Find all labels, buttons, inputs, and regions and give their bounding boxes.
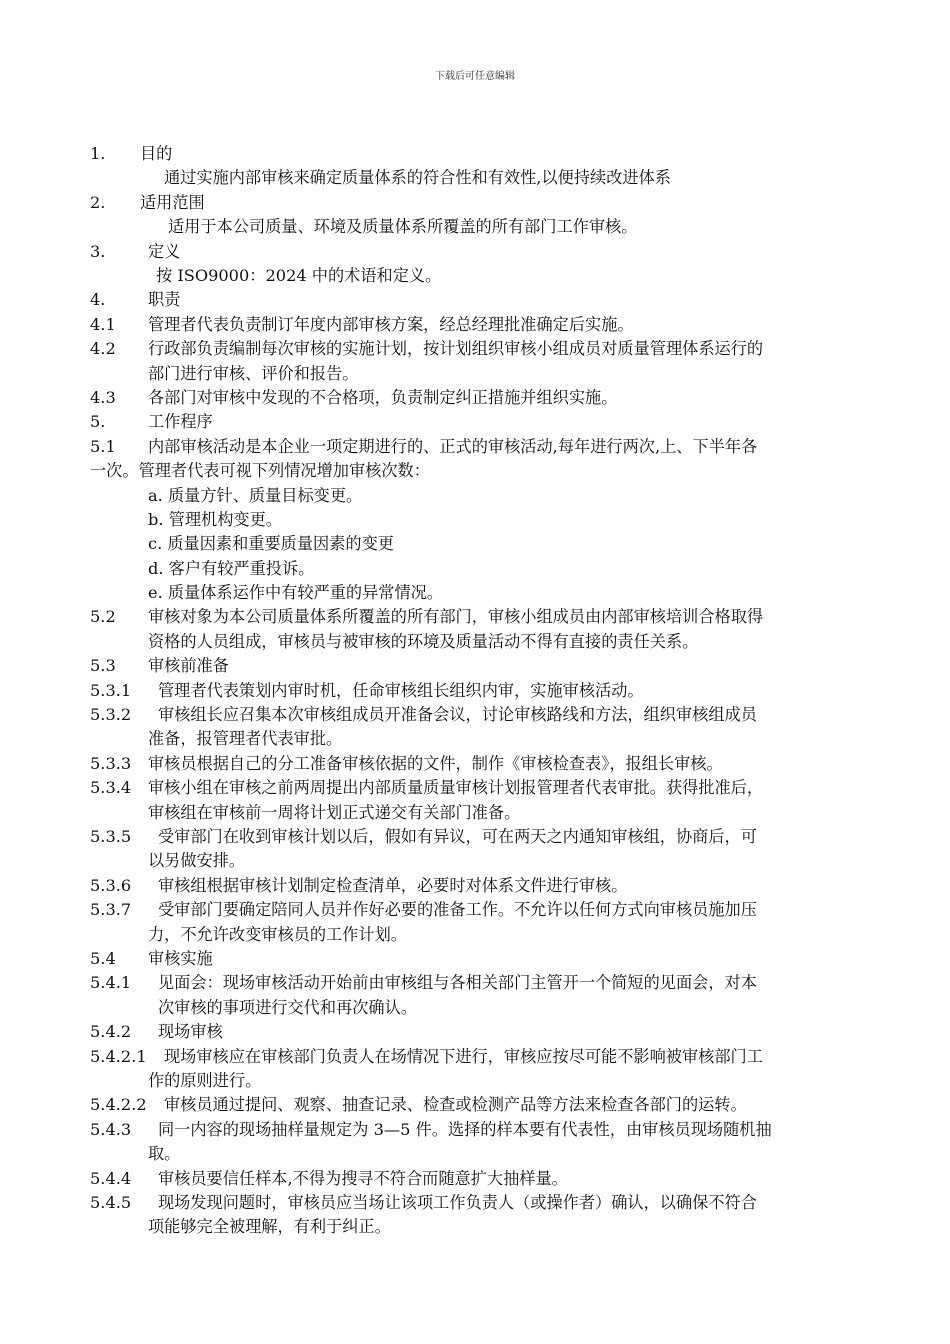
- paragraph-text: 适用于本公司质量、环境及质量体系所覆盖的所有部门工作审核。: [168, 217, 638, 237]
- clause-text-continued: 取。: [148, 1144, 181, 1164]
- paragraph: [90, 166, 880, 190]
- section-heading: [90, 240, 880, 264]
- clause-text: 各部门对审核中发现的不合格项，负责制定纠正措施并组织实施。: [148, 387, 618, 407]
- clause: [90, 874, 880, 898]
- clause: [90, 703, 880, 752]
- clause-text: 现场发现问题时，审核员应当场让该项工作负责人（或操作者）确认，以确保不符合: [158, 1192, 757, 1212]
- clause-text: 审核小组在审核之前两周提出内部质量质量审核计划报管理者代表审批。获得批准后，: [148, 778, 764, 798]
- clause: [90, 654, 880, 678]
- clause-text: 受审部门要确定陪同人员并作好必要的准备工作。不允许以任何方式向审核员施加压: [158, 900, 757, 920]
- clause: [90, 1045, 880, 1094]
- list-item-text: c. 质量因素和重要质量因素的变更: [148, 534, 394, 554]
- clause-number: 5.4.5: [90, 1192, 132, 1212]
- clause: [90, 825, 880, 874]
- section-number: 2.: [90, 192, 106, 212]
- section-number: 4.: [90, 290, 106, 310]
- clause-text: 同一内容的现场抽样量规定为 3—5 件。选择的样本要有代表性，由审核员现场随机抽: [158, 1119, 772, 1139]
- clause: [90, 898, 880, 947]
- section-heading: [90, 410, 880, 434]
- list-item: [90, 532, 880, 556]
- clause: [90, 337, 880, 386]
- clause-text: 受审部门在收到审核计划以后，假如有异议，可在两天之内通知审核组，协商后，可: [158, 827, 757, 847]
- paragraph-text: 通过实施内部审核来确定质量体系的符合性和有效性,以便持续改进体系: [164, 168, 671, 188]
- clause-number: 5.1: [90, 436, 116, 456]
- clause-text-continued: 作的原则进行。: [148, 1070, 262, 1090]
- section-number: 5.: [90, 412, 106, 432]
- section-heading: [90, 288, 880, 312]
- clause-text-continued: 以另做安排。: [148, 851, 246, 871]
- section-heading: [90, 142, 880, 166]
- list-item: [90, 581, 880, 605]
- paragraph: [90, 215, 880, 239]
- section-title: 适用范围: [140, 192, 205, 212]
- clause: [90, 313, 880, 337]
- clause: [90, 1118, 880, 1167]
- clause: [90, 1020, 880, 1044]
- procedure-document: [90, 142, 880, 1240]
- clause: [90, 776, 880, 825]
- section-title: 工作程序: [148, 412, 213, 432]
- list-item-text: b. 管理机构变更。: [148, 509, 282, 529]
- list-item: [90, 508, 880, 532]
- clause-text: 管理者代表策划内审时机，任命审核组长组织内审，实施审核活动。: [158, 680, 644, 700]
- clause-number: 4.3: [90, 387, 116, 407]
- clause-text: 审核实施: [148, 949, 213, 968]
- clause-number: 5.3.2: [90, 705, 132, 725]
- list-item-text: a. 质量方针、质量目标变更。: [148, 485, 363, 505]
- clause-number: 5.3.6: [90, 875, 132, 895]
- clause-text-continued: 部门进行审核、评价和报告。: [148, 363, 359, 383]
- clause-text-continued: 资格的人员组成，审核员与被审核的环境及质量活动不得有直接的责任关系。: [148, 631, 699, 651]
- clause-number: 5.4.2.2: [90, 1095, 147, 1115]
- clause-number: 5.2: [90, 607, 116, 627]
- clause: [90, 1093, 880, 1117]
- clause-text-continued: 力，不允许改变审核员的工作计划。: [148, 924, 407, 944]
- list-item-text: e. 质量体系运作中有较严重的异常情况。: [148, 583, 444, 603]
- section-number: 1.: [90, 144, 106, 163]
- section-title: 定义: [148, 241, 181, 261]
- clause-number: 4.1: [90, 314, 116, 334]
- clause-text: 现场审核应在审核部门负责人在场情况下进行，审核应按尽可能不影响被审核部门工: [164, 1046, 763, 1066]
- clause: [90, 679, 880, 703]
- clause-text-continued: 审核组在审核前一周将计划正式递交有关部门准备。: [148, 802, 521, 822]
- page-header-note: 下载后可任意编辑: [435, 71, 515, 82]
- clause-number: 5.3.4: [90, 778, 132, 798]
- clause: [90, 752, 880, 776]
- paragraph-text: 按 ISO9000：2024 中的术语和定义。: [156, 265, 442, 285]
- clause-text: 审核对象为本公司质量体系所覆盖的所有部门，审核小组成员由内部审核培训合格取得: [148, 607, 764, 627]
- clause-text: 内部审核活动是本企业一项定期进行的、正式的审核活动,每年进行两次,上、下半年各: [148, 436, 758, 456]
- clause-number: 5.4.2.1: [90, 1046, 147, 1066]
- clause-text: 见面会：现场审核活动开始前由审核组与各相关部门主管开一个简短的见面会，对本: [158, 973, 757, 993]
- clause-text: 审核员要信任样本,不得为搜寻不符合而随意扩大抽样量。: [158, 1168, 568, 1188]
- clause-number: 5.4.4: [90, 1168, 132, 1188]
- clause-number: 5.3.5: [90, 827, 132, 847]
- list-item: [90, 484, 880, 508]
- clause: [90, 1167, 880, 1191]
- clause: [90, 947, 880, 971]
- clause-number: 5.3: [90, 656, 116, 676]
- clause-number: 5.4.1: [90, 973, 132, 993]
- clause-number: 5.4.3: [90, 1119, 132, 1139]
- section-heading: [90, 191, 880, 215]
- clause: [90, 1191, 880, 1240]
- clause-text-continued: 项能够完全被理解，有利于纠正。: [148, 1217, 391, 1237]
- clause-text: 审核员根据自己的分工准备审核依据的文件，制作《审核检查表》，报组长审核。: [148, 753, 723, 773]
- clause: [90, 605, 880, 654]
- clause-number: 5.3.1: [90, 680, 132, 700]
- clause: [90, 971, 880, 1020]
- clause-text: 现场审核: [158, 1022, 223, 1042]
- clause-text-continued: 准备，报管理者代表审批。: [148, 729, 343, 749]
- clause: [90, 435, 880, 484]
- list-item-text: d. 客户有较严重投诉。: [148, 558, 315, 578]
- list-item: [90, 557, 880, 581]
- clause-number: 4.2: [90, 339, 116, 359]
- clause-text-continued: 次审核的事项进行交代和再次确认。: [158, 997, 417, 1017]
- clause-number: 5.3.7: [90, 900, 132, 920]
- clause: [90, 386, 880, 410]
- clause-number: 5.3.3: [90, 753, 132, 773]
- clause-text-continued: 一次。管理者代表可视下列情况增加审核次数：: [90, 461, 430, 481]
- clause-text: 审核组长应召集本次审核组成员开准备会议，讨论审核路线和方法，组织审核组成员: [158, 705, 757, 725]
- clause-text: 审核前准备: [148, 656, 229, 676]
- section-number: 3.: [90, 241, 106, 261]
- paragraph: [90, 264, 880, 288]
- clause-text: 审核组根据审核计划制定检查清单，必要时对体系文件进行审核。: [158, 875, 628, 895]
- clause-text: 管理者代表负责制订年度内部审核方案，经总经理批准确定后实施。: [148, 314, 634, 334]
- clause-text: 审核员通过提问、观察、抽查记录、检查或检测产品等方法来检查各部门的运转。: [164, 1095, 747, 1115]
- clause-number: 5.4: [90, 949, 116, 968]
- section-title: 职责: [148, 290, 181, 310]
- section-title: 目的: [140, 144, 173, 163]
- clause-text: 行政部负责编制每次审核的实施计划，按计划组织审核小组成员对质量管理体系运行的: [148, 339, 764, 359]
- clause-number: 5.4.2: [90, 1022, 132, 1042]
